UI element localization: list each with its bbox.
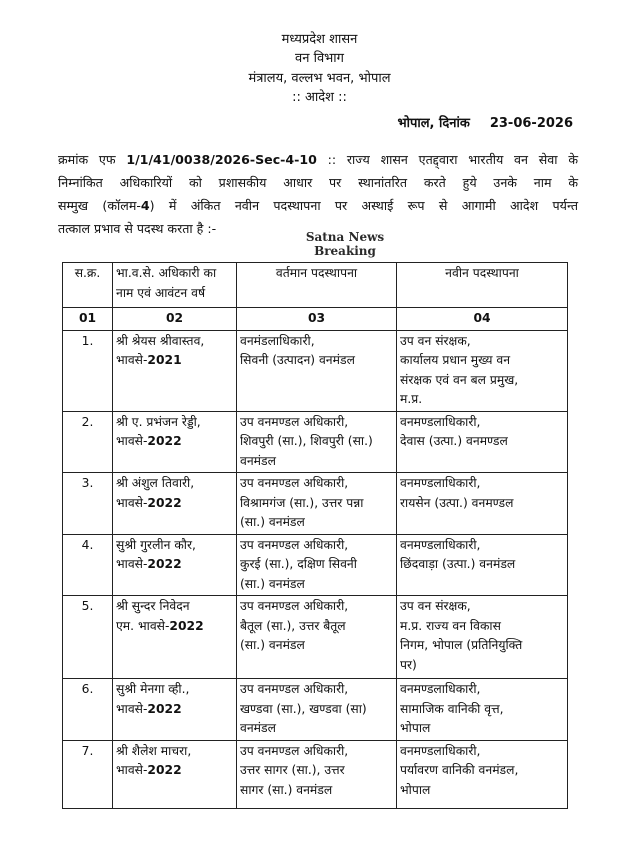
table-row [63,411,568,473]
new-posting [397,330,568,411]
current-posting-line: वनमंडलाधिकारी, [240,333,315,348]
date-value: 23-06-2026 [489,116,573,131]
officer-cell [113,534,237,596]
current-posting [237,740,397,808]
new-posting-line: वनमण्डलाधिकारी, [400,682,481,696]
header-officer: भा.व.से. अधिकारी का नाम एवं आवंटन वर्ष [113,263,237,308]
current-posting-line: (सा.) वनमंडल [240,515,305,529]
serial-number: 5. [63,596,113,679]
current-posting [237,596,397,679]
table-column-number-row [63,308,568,331]
current-posting-line: (सा.) वनमंडल [240,576,305,591]
new-posting-line: संरक्षक एवं वन बल प्रमुख, [400,372,519,387]
paragraph-text: ) में अंकित नवीन पदस्थापना पर अस्थाई रूप से आगामी आदेश पर्यन्त [149,198,579,213]
officer-batch [116,555,233,575]
watermark-line-2: Breaking [314,244,376,258]
officer-cell [113,740,237,808]
officer-name: सुश्री मेनगा व्ही., [116,682,190,696]
current-posting-line: उप वनमण्डल अधिकारी, [240,743,349,758]
current-posting-line: विश्रामगंज (सा.), उत्तर पन्ना [240,495,364,510]
table-row [63,534,568,596]
new-posting-line: म.प्र. [400,392,423,406]
new-posting-line: भोपाल [400,721,431,735]
transfer-table [62,262,568,809]
batch-year: 2022 [147,701,182,716]
new-posting [397,411,568,473]
new-posting-line: कार्यालय प्रधान मुख्य वन [400,353,511,367]
new-posting-line: देवास (उत्पा.) वनमण्डल [400,434,508,448]
current-posting [237,473,397,535]
column-number: 04 [397,308,568,331]
table-row [63,740,568,808]
current-posting-line: खण्डवा (सा.), खण्डवा (सा) [240,701,367,716]
current-posting-line: उप वनमण्डल अधिकारी, [240,414,349,429]
current-posting-line: वनमंडल [240,453,276,468]
officer-cell [113,330,237,411]
batch-label: भावसे- [116,353,148,367]
serial-number: 2. [63,411,113,473]
officer-name: श्री शैलेश माचरा, [116,743,192,758]
officer-batch [116,761,233,781]
current-posting-line: उप वनमण्डल अधिकारी, [240,682,349,696]
officer-name: श्री ए. प्रभंजन रेड्डी, [116,414,201,429]
batch-year: 2022 [147,557,182,571]
officer-name: श्री अंशुल तिवारी, [116,476,195,490]
new-posting-line: वनमण्डलाधिकारी, [400,476,481,490]
serial-number: 3. [63,473,113,535]
paragraph-text: :: राज्य शासन एतद्द्वारा भारतीय वन सेवा के [316,152,578,167]
current-posting [237,534,397,596]
officer-cell [113,679,237,741]
batch-label: भावसे- [116,763,148,777]
new-posting-line: पर) [400,657,417,672]
officer-name: सुश्री गुरलीन कौर, [116,537,196,552]
new-posting-line: उप वन संरक्षक, [400,599,471,613]
current-posting-line: वनमंडल [240,721,276,735]
new-posting [397,473,568,535]
column-number: 02 [113,308,237,331]
batch-label: भावसे- [116,495,148,510]
batch-label: भावसे- [116,557,148,571]
order-date [397,113,573,131]
officer-batch [116,432,233,452]
current-posting-line: उप वनमण्डल अधिकारी, [240,476,349,490]
batch-year: 2022 [147,495,182,510]
officer-cell [113,473,237,535]
header-new-posting: नवीन पदस्थापना [397,263,568,308]
header-serial: स.क्र. [63,263,113,308]
officer-name-continued: एम. [116,618,138,633]
batch-year: 2021 [147,353,182,367]
batch-year: 2022 [169,618,204,633]
order-paragraph-line-2: निम्नांकित अधिकारियों को प्रशासकीय आधार पर स्थानांतरित करते हुये उनके नाम के [58,175,578,190]
header-current-posting: वर्तमान पदस्थापना [237,263,397,308]
current-posting-line: सिवनी (उत्पादन) वनमंडल [240,353,355,367]
date-label: भोपाल, दिनांक [397,116,470,131]
serial-number: 7. [63,740,113,808]
serial-number: 4. [63,534,113,596]
new-posting [397,534,568,596]
new-posting-line: उप वन संरक्षक, [400,333,471,348]
batch-label: भावसे- [116,701,148,716]
paragraph-text: सम्मुख (कॉलम- [58,198,141,213]
header-order-title: :: आदेश :: [292,90,347,105]
header-address: मंत्रालय, वल्लभ भवन, भोपाल [248,71,391,86]
current-posting-line: उत्तर सागर (सा.), उत्तर [240,763,345,777]
new-posting-line: पर्यावरण वानिकी वनमंडल, [400,763,519,777]
current-posting-line: बैतूल (सा.), उत्तर बैतूल [240,618,346,633]
header-department: वन विभाग [295,51,344,66]
current-posting [237,679,397,741]
new-posting [397,596,568,679]
new-posting-line: म.प्र. राज्य वन विकास [400,618,501,633]
watermark [300,230,390,258]
table-row [63,473,568,535]
current-posting-line: उप वनमण्डल अधिकारी, [240,599,349,613]
column-number: 03 [237,308,397,331]
order-paragraph-line-3 [58,195,578,218]
current-posting [237,411,397,473]
officer-cell [113,411,237,473]
new-posting-line: वनमण्डलाधिकारी, [400,537,481,552]
current-posting [237,330,397,411]
new-posting-line: वनमण्डलाधिकारी, [400,414,481,429]
officer-name: श्री श्रेयस श्रीवास्तव, [116,333,205,348]
new-posting [397,679,568,741]
serial-number: 1. [63,330,113,411]
column-number: 01 [63,308,113,331]
paragraph-text: क्रमांक एफ [58,152,127,167]
current-posting-line: सागर (सा.) वनमंडल [240,782,333,797]
new-posting-line: छिंदवाड़ा (उत्पा.) वनमंडल [400,557,516,571]
order-reference-number: 1/1/41/0038/2026-Sec-4-10 [126,152,317,167]
batch-year: 2022 [147,434,182,448]
current-posting-line: उप वनमण्डल अधिकारी, [240,537,349,552]
serial-number: 6. [63,679,113,741]
batch-year: 2022 [147,763,182,777]
current-posting-line: कुरई (सा.), दक्षिण सिवनी [240,557,357,571]
table-header-row [63,263,568,308]
officer-batch [116,700,233,720]
officer-name: श्री सुन्दर निवेदन [116,599,190,613]
table-row [63,596,568,679]
officer-batch [116,494,233,514]
table-row [63,330,568,411]
table-row [63,679,568,741]
current-posting-line: (सा.) वनमंडल [240,638,305,652]
column-reference: 4 [140,198,150,213]
order-paragraph-line-4: तत्काल प्रभाव से पदस्थ करता है :- [58,221,217,236]
header-government: मध्यप्रदेश शासन [281,32,358,47]
order-paragraph-line-1 [58,149,578,172]
new-posting-line: भोपाल [400,782,431,797]
new-posting-line: रायसेन (उत्पा.) वनमण्डल [400,495,514,510]
batch-label: भावसे- [116,434,148,448]
officer-cell [113,596,237,679]
officer-batch [116,351,233,371]
new-posting [397,740,568,808]
batch-label: भावसे- [137,618,170,633]
new-posting-line: वनमण्डलाधिकारी, [400,743,481,758]
new-posting-line: सामाजिक वानिकी वृत्त, [400,701,504,716]
officer-batch [116,617,233,637]
watermark-line-1: Satna News [305,230,385,244]
new-posting-line: निगम, भोपाल (प्रतिनियुक्ति [400,638,523,652]
current-posting-line: शिवपुरी (सा.), शिवपुरी (सा.) [240,434,373,448]
